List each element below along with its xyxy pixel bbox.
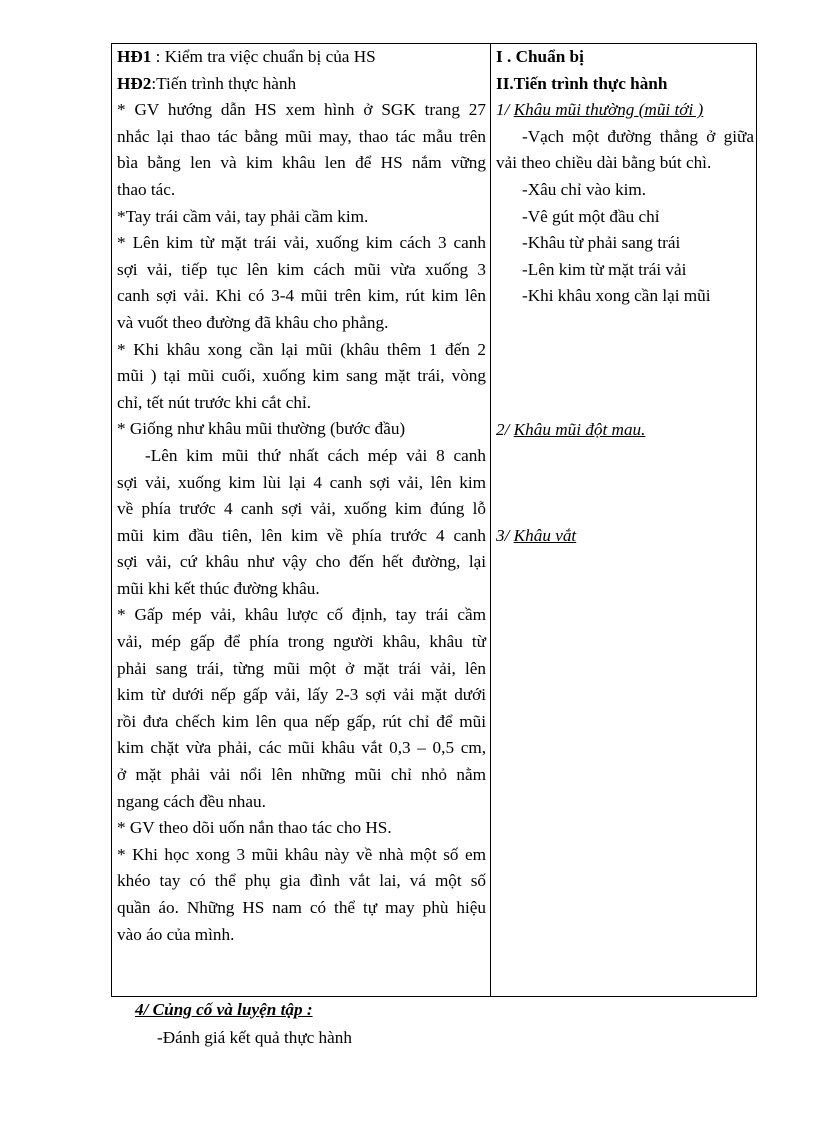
step-line: -Khâu từ phải sang trái: [522, 233, 681, 253]
text-line: thao tác.: [117, 179, 176, 199]
item-running-stitch-title: [496, 97, 754, 124]
item-number: 3/: [496, 526, 514, 545]
consolidation-heading: [135, 1000, 313, 1020]
consolidation-heading-text: 4/ Củng cố và luyện tập :: [135, 1000, 313, 1019]
text-line: -Vạch một đường thẳng ở giữa: [522, 126, 754, 146]
text-line: canh sợi vải. Khi có 3-4 mũi trên kim, rút kim lên: [117, 286, 486, 306]
hd1-label: HĐ1: [117, 47, 152, 66]
text-line: * Khi học xong 3 mũi khâu này về nhà một số em: [117, 844, 486, 864]
hd2-text: :Tiến trình thực hành: [151, 73, 297, 93]
hd2-line: [117, 71, 486, 98]
activities-column: [117, 44, 486, 948]
step-line: -Lên kim từ mặt trái vải: [522, 259, 687, 279]
step-line: -Vê gút một đầu chỉ: [522, 206, 660, 226]
text-line: vải theo chiều dài bằng bút chì.: [496, 153, 712, 173]
para-running-stitch: [117, 230, 486, 336]
item-title: Khâu vắt: [513, 526, 577, 545]
step-line: -Xâu chỉ vào kim.: [522, 179, 647, 199]
text-line: mũi ) tại mũi cuối, xuống kim sang mặt trái, vòng: [117, 366, 486, 386]
para-hemming: [117, 602, 486, 815]
para-homework: [117, 842, 486, 948]
para-monitor: * GV theo dõi uốn nắn thao tác cho HS.: [117, 818, 392, 838]
para-backstitch: [117, 443, 486, 603]
text-line: * Gấp mép vải, khâu lược cố định, tay trái cầm: [117, 605, 486, 625]
text-line: kim chặt vừa phải, các mũi khâu vắt 0,3 – 0,5 cm,: [117, 738, 486, 758]
text-line: bìa bằng len và kim khâu len để HS nắm vững: [117, 153, 486, 173]
item-title: Khâu mũi đột mau.: [513, 420, 646, 439]
text-line: -Lên kim mũi thứ nhất cách mép vải 8 canh: [145, 445, 486, 465]
text-line: vải, mép gấp để phía trong người khâu, khâu từ: [117, 632, 486, 652]
evaluation-line: -Đánh giá kết quả thực hành: [157, 1028, 352, 1047]
text-line: sợi vải, cứ khâu như vậy cho đến hết đường, lại: [117, 552, 486, 572]
para-finish: [117, 337, 486, 417]
section-practice: II.Tiến trình thực hành: [496, 73, 668, 93]
column-divider: [490, 43, 491, 997]
text-line: * GV hướng dẫn HS xem hình ở SGK trang 27: [117, 100, 486, 120]
step-line: -Khi khâu xong cần lại mũi: [522, 286, 711, 306]
item-backstitch-title: [496, 417, 645, 444]
section-preparation: I . Chuẩn bị: [496, 47, 584, 66]
item-number: 1/: [496, 100, 514, 120]
para-guide: [117, 97, 486, 203]
text-line: mũi kim đầu tiên, lên kim về phía trước 4 canh: [117, 525, 486, 545]
text-line: mũi khi kết thúc đường khâu.: [117, 578, 320, 598]
content-column: [496, 44, 754, 310]
text-line: kim từ dưới nếp gấp vải, lấy 2-3 sợi vải mặt dưới: [117, 685, 486, 705]
text-line: rồi đưa chếch kim lên qua nếp gấp, rút chỉ để mũi: [117, 711, 486, 731]
item-hemstitch-title: [496, 523, 576, 550]
para-hold: *Tay trái cầm vải, tay phải cầm kim.: [117, 206, 369, 226]
item-number: 2/: [496, 420, 514, 439]
para-backstitch-intro: * Giống như khâu mũi thường (bước đầu): [117, 419, 406, 439]
text-line: sợi vải, tiếp tục lên kim cách mũi vừa xuống 3: [117, 259, 486, 279]
text-line: nhắc lại thao tác bằng mũi may, thao tác mẫu trên: [117, 126, 486, 146]
item-title: Khâu mũi thường (mũi tới ): [513, 100, 704, 120]
text-line: quần áo. Những HS nam có thể tự may phù hiệu: [117, 898, 486, 917]
text-line: ở mặt phải vải nổi lên những mũi chỉ nhỏ nằm: [117, 765, 486, 785]
text-line: vào áo của mình.: [117, 924, 235, 944]
text-line: * Lên kim từ mặt trái vải, xuống kim cách 3 canh: [117, 233, 486, 253]
text-line: về phía trước 4 canh sợi vải, xuống kim đúng lỗ: [117, 499, 486, 519]
hd1-line: [117, 44, 486, 71]
hd2-label: HĐ2: [117, 73, 152, 93]
text-line: * Khi khâu xong cần lại mũi (khâu thêm 1 đến 2: [117, 339, 486, 359]
text-line: ngang cách đều nhau.: [117, 791, 266, 811]
text-line: phải sang trái, từng mũi một ở mặt trái vải, lên: [117, 658, 486, 678]
text-line: chỉ, tết nút trước khi cắt chỉ.: [117, 392, 312, 412]
text-line: khéo tay có thể phụ gia đình vắt lai, vá một số: [117, 871, 486, 891]
hd1-text: : Kiểm tra việc chuẩn bị của HS: [151, 47, 376, 66]
text-line: và vuốt theo đường đã khâu cho phẳng.: [117, 312, 389, 332]
text-line: sợi vải, xuống kim lùi lại 4 canh sợi vải, lên kim: [117, 472, 486, 492]
